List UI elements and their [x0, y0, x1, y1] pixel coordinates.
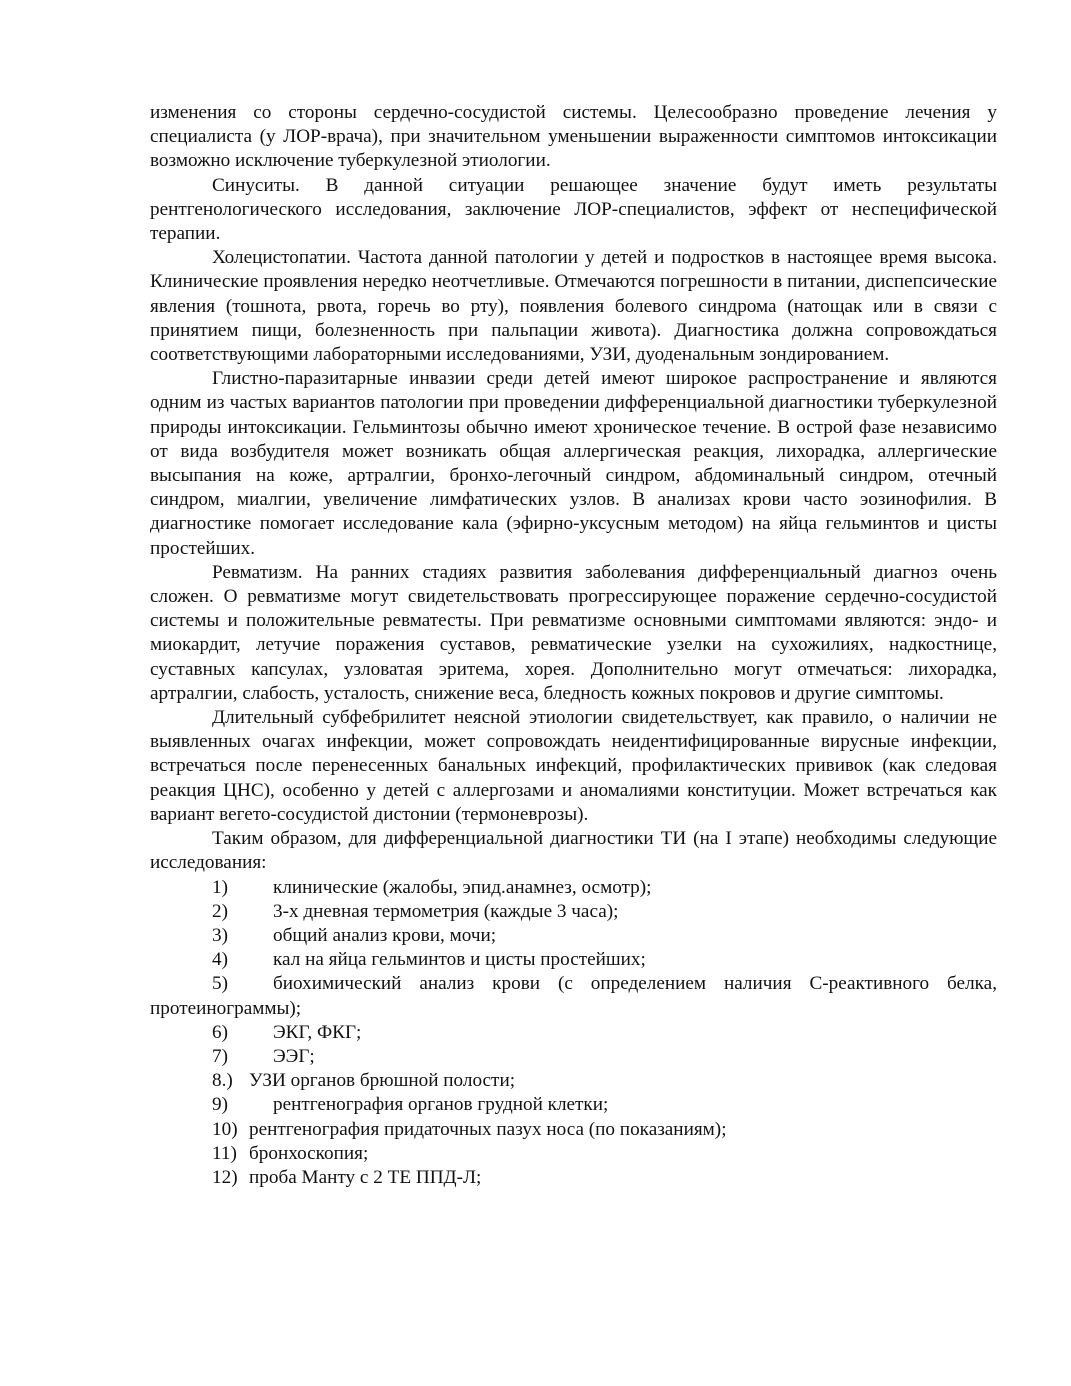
list-item-text: рентгенография придаточных пазух носа (по показаниям); — [249, 1118, 727, 1140]
list-item-number: 6) — [212, 1021, 228, 1043]
list-item-text: бронхоскопия; — [249, 1142, 369, 1164]
list-item-number: 11) — [212, 1142, 237, 1164]
paragraph-cholecystopathy: Холецистопатии. Частота данной патологии у детей и подростков в настоящее время высока. Клинические проявления нередко неотчетливые. Отмечаются погрешности в питании, диспепсические явления (тошнота, рвота, горечь во рту), появления болевого синдрома (натощак или в связи с принятием пищи, болезненность при пальпации живота). Диагностика должна сопровождаться соответствующими лабораторными исследованиями, УЗИ, дуоденальным зондированием. — [150, 247, 997, 366]
list-item — [150, 1069, 997, 1093]
list-item-text: ЭКГ, ФКГ; — [273, 1021, 362, 1043]
list-item-number: 7) — [212, 1045, 228, 1067]
list-item-number: 3) — [212, 924, 228, 946]
list-item-number: 4) — [212, 949, 228, 971]
paragraph-cardiovascular-continuation: изменения со стороны сердечно-сосудистой системы. Целесообразно проведение лечения у специалиста (у ЛОР-врача), при значительном уменьшении выраженности симптомов интоксикации возможно исключение туберкулезной этиологии. — [150, 102, 997, 172]
list-item-text: общий анализ крови, мочи; — [273, 924, 497, 946]
list-item-text: 3-х дневная термометрия (каждые 3 часа); — [273, 900, 619, 922]
list-item — [150, 1021, 997, 1045]
document-page — [150, 101, 997, 1190]
list-item — [150, 900, 997, 924]
list-item — [150, 972, 997, 1020]
list-item-text: кал на яйца гельминтов и цисты простейших; — [273, 949, 646, 971]
list-item-number: 12) — [212, 1166, 238, 1188]
list-item-number: 8.) — [212, 1070, 233, 1092]
list-item-text: рентгенография органов грудной клетки; — [273, 1094, 609, 1116]
list-item — [150, 1118, 997, 1142]
list-item — [150, 1045, 997, 1069]
list-item-text: клинические (жалобы, эпид.анамнез, осмотр); — [273, 876, 652, 898]
paragraph-conclusion: Таким образом, для дифференциальной диагностики ТИ (на I этапе) необходимы следующие исследования: — [150, 828, 997, 874]
list-item-number: 9) — [212, 1094, 228, 1116]
list-item-text: УЗИ органов брюшной полости; — [249, 1070, 516, 1092]
list-item — [150, 948, 997, 972]
list-item-number: 2) — [212, 900, 228, 922]
investigations-list — [150, 876, 997, 1191]
list-item — [150, 924, 997, 948]
paragraph-subfebrile: Длительный субфебрилитет неясной этиологии свидетельствует, как правило, о наличии не выявленных очагах инфекции, может сопровождать неидентифицированные вирусные инфекции, встречаться после перенесенных банальных инфекций, профилактических прививок (как следовая реакция ЦНС), особенно у детей с аллергозами и аномалиями конституции. Может встречаться как вариант вегето-сосудистой дистонии (термоневрозы). — [150, 707, 997, 825]
list-item-number: 5) — [212, 973, 228, 995]
paragraph-sinusitis: Синуситы. В данной ситуации решающее значение будут иметь результаты рентгенологического исследования, заключение ЛОР-специалистов, эффект от неспецифической терапии. — [150, 174, 997, 245]
list-item-text: проба Манту с 2 ТЕ ППД-Л; — [249, 1166, 482, 1188]
list-item-number: 10) — [212, 1118, 238, 1140]
paragraph-helminth-invasions: Глистно-паразитарные инвазии среди детей имеют широкое распространение и являются одним из частых вариантов патологии при проведении дифференциальной диагностики туберкулезной природы интоксикации. Гельминтозы обычно имеют хроническое течение. В острой фазе независимо от вида возбудителя может возникать общая аллергическая реакция, лихорадка, аллергические высыпания на коже, артралгии, бронхо-легочный синдром, абдоминальный синдром, отечный синдром, миалгии, увеличение лимфатических узлов. В анализах крови часто эозинофилия. В диагностике помогает исследование кала (эфирно-уксусным методом) на яйца гельминтов и цисты простейших. — [150, 368, 997, 559]
list-item — [150, 1166, 997, 1190]
list-item — [150, 876, 997, 900]
list-item-number: 1) — [212, 876, 228, 898]
list-item-text: биохимический анализ крови (с определением наличия С-реактивного белка, протеинограммы); — [150, 973, 997, 1019]
paragraph-rheumatism: Ревматизм. На ранних стадиях развития заболевания дифференциальный диагноз очень сложен. О ревматизме могут свидетельствовать прогрессирующее поражение сердечно-сосудистой системы и положительные ревматесты. При ревматизме основными симптомами являются: эндо- и миокардит, летучие поражения суставов, ревматические узелки на сухожилиях, надкостнице, суставных капсулах, узловатая эритема, хорея. Дополнительно могут отмечаться: лихорадка, артралгии, слабость, усталость, снижение веса, бледность кожных покровов и другие симптомы. — [150, 561, 997, 704]
list-item-text: ЭЭГ; — [273, 1045, 315, 1067]
list-item — [150, 1093, 997, 1117]
list-item — [150, 1142, 997, 1166]
